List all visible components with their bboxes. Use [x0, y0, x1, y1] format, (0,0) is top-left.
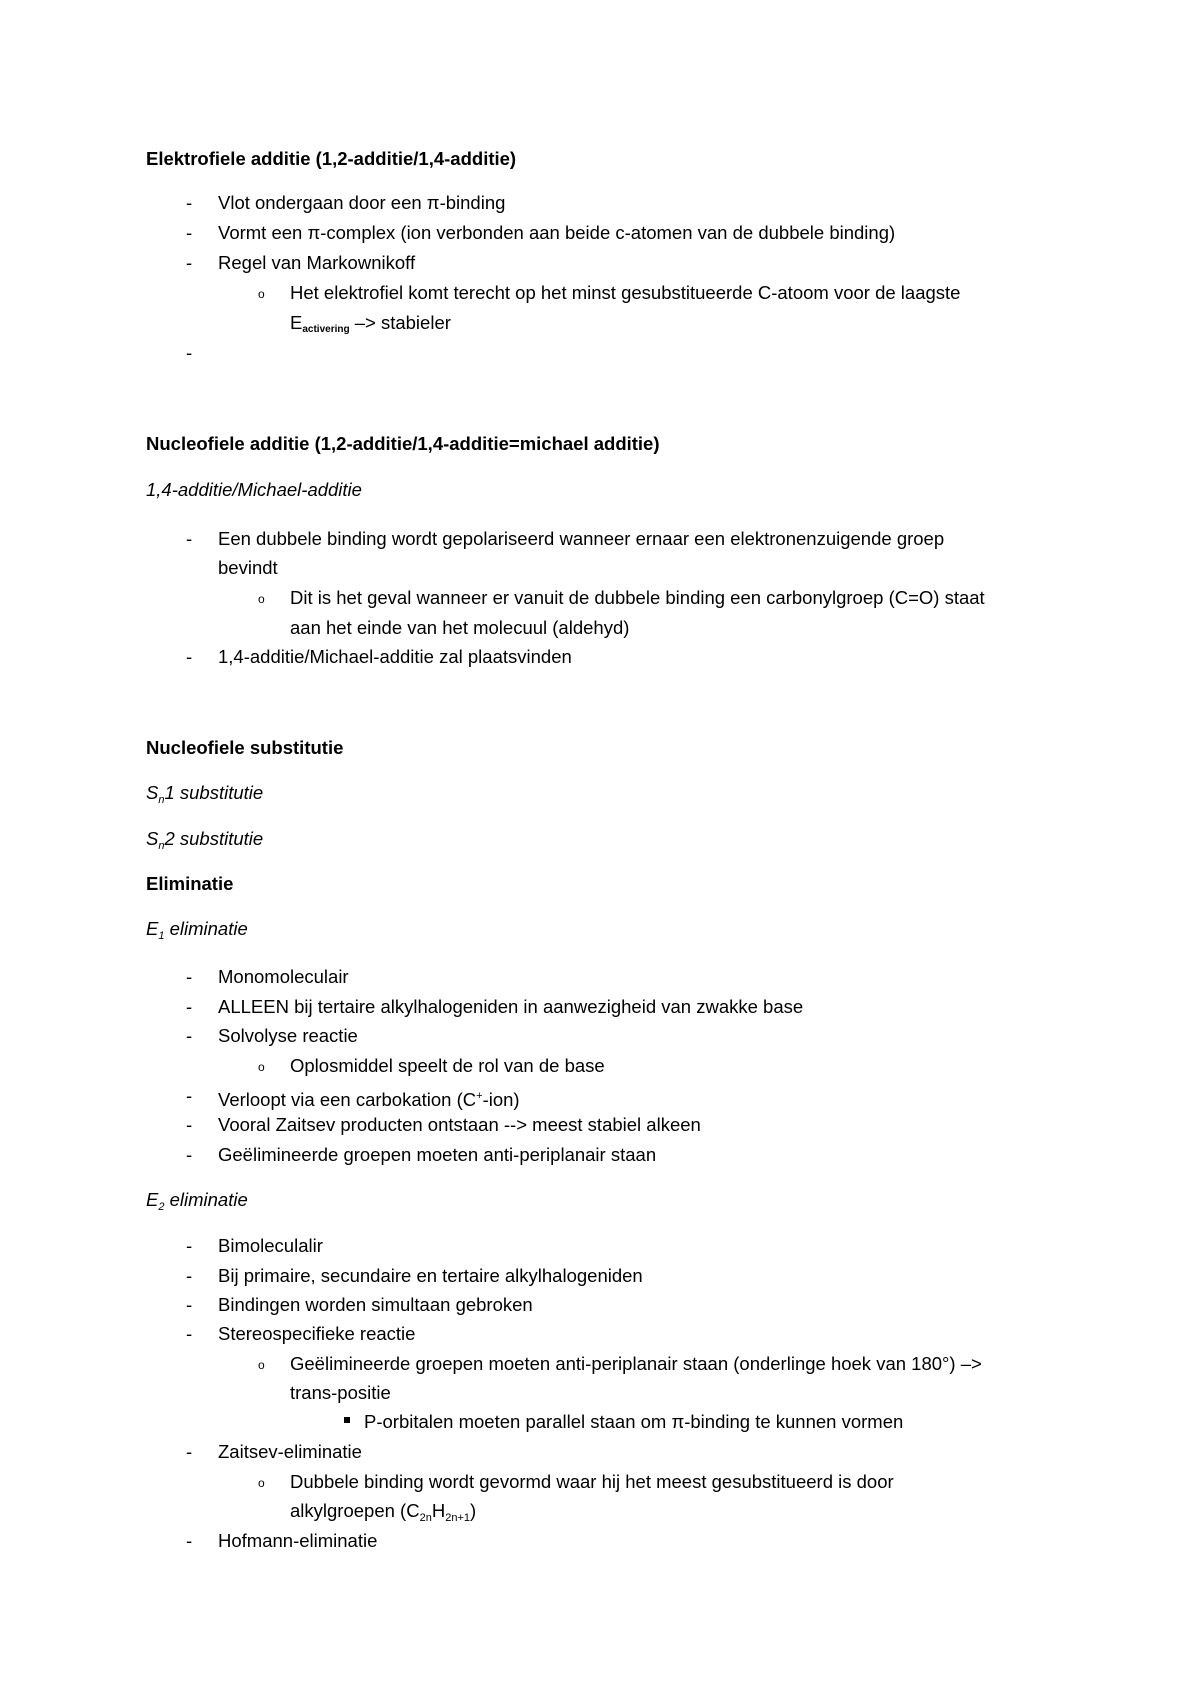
subscript: activering — [302, 324, 350, 335]
bullet-dash: - — [186, 1144, 193, 1165]
list-item: Bij primaire, secundaire en tertaire alkylhalogeniden — [218, 1265, 643, 1286]
text: eliminatie — [164, 918, 248, 939]
bullet-circle: o — [258, 287, 265, 301]
bullet-dash: - — [186, 1441, 193, 1462]
list-item: Een dubbele binding wordt gepolariseerd wanneer ernaar een elektronenzuigende groep — [218, 528, 945, 549]
bullet-dash: - — [186, 646, 193, 667]
text: -ion) — [482, 1089, 520, 1110]
list-item: Stereospecifieke reactie — [218, 1323, 416, 1344]
bullet-dash: - — [186, 1530, 193, 1551]
list-item — [290, 312, 451, 341]
list-item: Vlot ondergaan door een π-binding — [218, 192, 506, 213]
list-item: Dit is het geval wanneer er vanuit de dubbele binding een carbonylgroep (C=O) staat — [290, 587, 985, 608]
bullet-dash: - — [186, 222, 193, 243]
subscript: 2 — [158, 1201, 165, 1213]
bullet-dash: - — [186, 1025, 193, 1046]
bullet-dash: - — [186, 1265, 193, 1286]
subheading-michael-additie: 1,4-additie/Michael-additie — [146, 479, 362, 500]
subscript: n — [158, 794, 165, 806]
list-item: 1,4-additie/Michael-additie zal plaatsvinden — [218, 646, 572, 667]
text: –> stabieler — [349, 312, 451, 333]
bullet-square — [344, 1417, 350, 1423]
bullet-circle: o — [258, 592, 265, 606]
bullet-circle: o — [258, 1358, 265, 1372]
heading-elektrofiele-additie: Elektrofiele additie (1,2-additie/1,4-additie) — [146, 148, 517, 169]
list-item: Bindingen worden simultaan gebroken — [218, 1294, 533, 1315]
list-item: Vooral Zaitsev producten ontstaan --> meest stabiel alkeen — [218, 1114, 701, 1135]
list-item — [218, 1085, 520, 1111]
list-item: P-orbitalen moeten parallel staan om π-binding te kunnen vormen — [364, 1411, 904, 1432]
list-item — [290, 1500, 476, 1529]
list-item: ALLEEN bij tertaire alkylhalogeniden in aanwezigheid van zwakke base — [218, 996, 804, 1017]
e-symbol: E — [290, 312, 303, 333]
subscript: n — [158, 840, 165, 852]
bullet-dash: - — [186, 192, 193, 213]
bullet-dash: - — [186, 1114, 193, 1135]
list-item: Hofmann-eliminatie — [218, 1530, 378, 1551]
bullet-dash: - — [186, 1294, 193, 1315]
list-item: Zaitsev-eliminatie — [218, 1441, 362, 1462]
bullet-dash: - — [186, 1085, 193, 1106]
superscript: + — [476, 1090, 483, 1102]
bullet-dash: - — [186, 1323, 193, 1344]
heading-eliminatie: Eliminatie — [146, 873, 234, 894]
subscript: 2n+1 — [445, 1512, 470, 1524]
text: ) — [469, 1500, 477, 1521]
bullet-dash: - — [186, 966, 193, 987]
list-item: Geëlimineerde groepen moeten anti-periplanair staan (onderlinge hoek van 180°) –> — [290, 1353, 982, 1374]
subheading-e1 — [146, 918, 248, 947]
subheading-e2 — [146, 1189, 248, 1218]
bullet-circle: o — [258, 1476, 265, 1490]
list-item: Oplosmiddel speelt de rol van de base — [290, 1055, 605, 1076]
text: alkylgroepen (C — [290, 1500, 420, 1521]
s-symbol: S — [146, 782, 159, 803]
text: 1 substitutie — [164, 782, 264, 803]
subscript: 1 — [158, 930, 165, 942]
bullet-dash: - — [186, 528, 193, 549]
heading-nucleofiele-additie: Nucleofiele additie (1,2-additie/1,4-additie=michael additie) — [146, 433, 660, 454]
subheading-sn2 — [146, 828, 263, 857]
list-item: Dubbele binding wordt gevormd waar hij het meest gesubstitueerd is door — [290, 1471, 894, 1492]
e-symbol: E — [146, 918, 159, 939]
list-item: Vormt een π-complex (ion verbonden aan beide c-atomen van de dubbele binding) — [218, 222, 896, 243]
list-item: Bimoleculalir — [218, 1235, 323, 1256]
subscript: 2n — [419, 1512, 432, 1524]
list-item: Regel van Markownikoff — [218, 252, 416, 273]
bullet-dash: - — [186, 1235, 193, 1256]
text: eliminatie — [164, 1189, 248, 1210]
subheading-sn1 — [146, 782, 263, 811]
s-symbol: S — [146, 828, 159, 849]
list-item: Monomoleculair — [218, 966, 349, 987]
bullet-circle: o — [258, 1060, 265, 1074]
list-item: Solvolyse reactie — [218, 1025, 358, 1046]
list-item: aan het einde van het molecuul (aldehyd) — [290, 617, 630, 638]
bullet-dash: - — [186, 252, 193, 273]
h-symbol: H — [431, 1500, 446, 1521]
e-symbol: E — [146, 1189, 159, 1210]
heading-nucleofiele-substitutie: Nucleofiele substitutie — [146, 737, 344, 758]
text: Verloopt via een carbokation (C — [218, 1089, 477, 1110]
bullet-dash: - — [186, 996, 193, 1017]
text: 2 substitutie — [164, 828, 264, 849]
bullet-dash: - — [186, 342, 193, 363]
list-item: bevindt — [218, 557, 278, 578]
list-item: Geëlimineerde groepen moeten anti-periplanair staan — [218, 1144, 657, 1165]
list-item: trans-positie — [290, 1382, 391, 1403]
list-item: Het elektrofiel komt terecht op het minst gesubstitueerde C-atoom voor de laagste — [290, 282, 961, 303]
